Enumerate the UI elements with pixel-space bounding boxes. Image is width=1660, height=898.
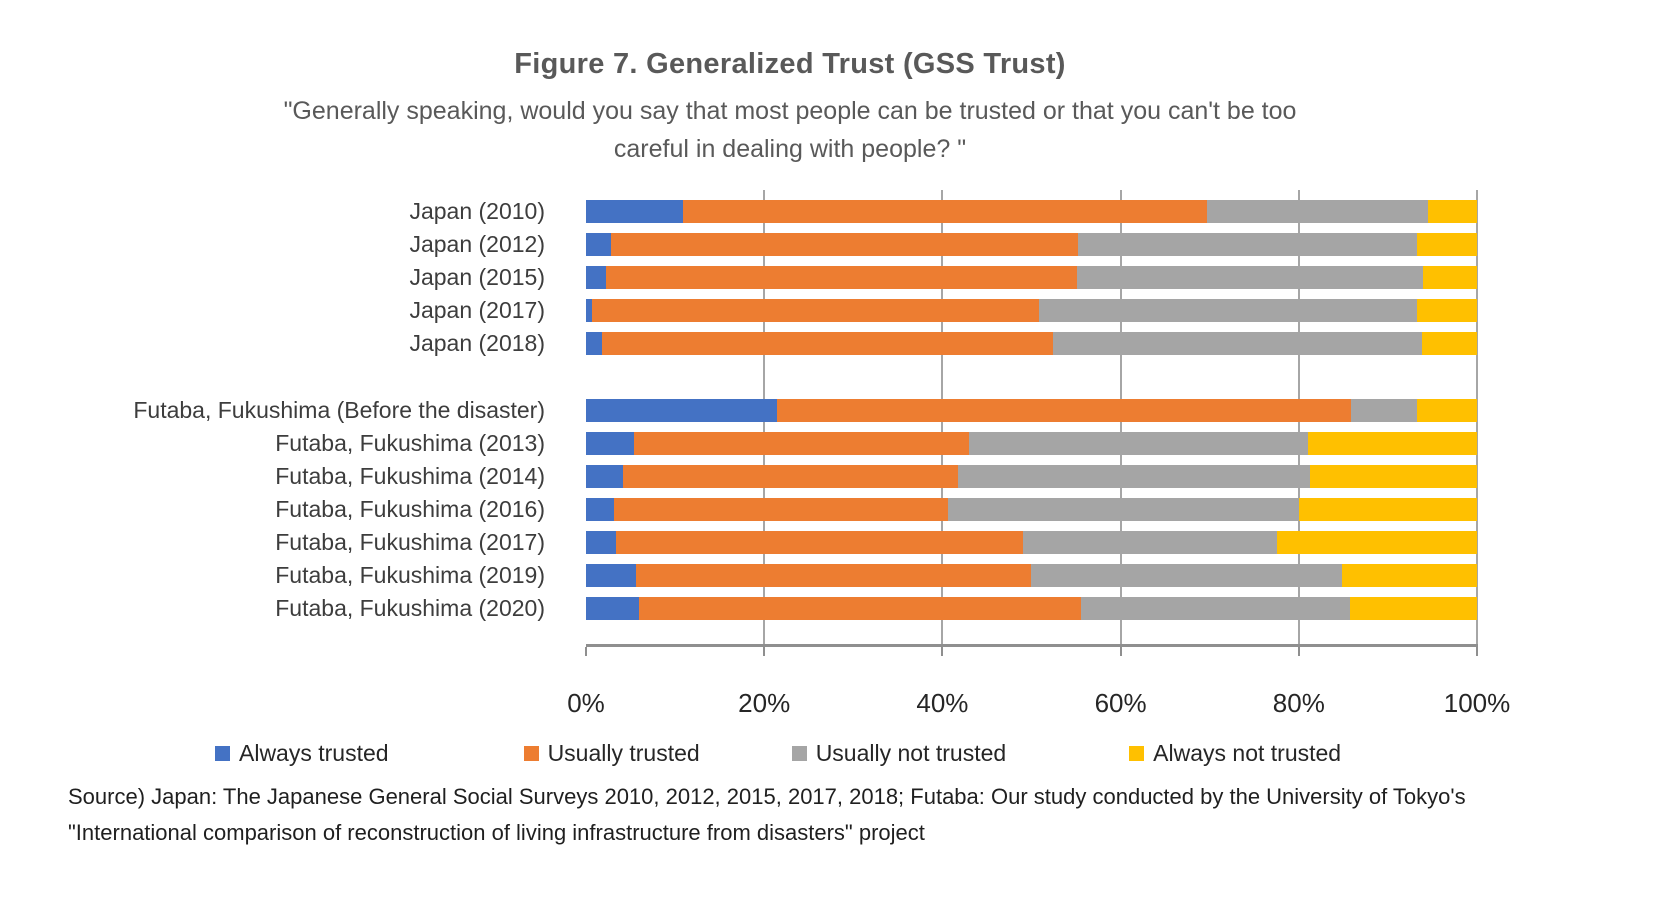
bar-segment-always-not-trusted	[1417, 399, 1477, 422]
category-label: Japan (2017)	[409, 297, 545, 323]
stacked-bar	[586, 432, 1477, 455]
bar-segment-usually-not-trusted	[1053, 332, 1422, 355]
bar-segment-usually-not-trusted	[1081, 597, 1349, 620]
x-tick-label: 0%	[567, 688, 605, 718]
legend-swatch	[215, 746, 230, 761]
bar-segment-usually-not-trusted	[1078, 233, 1417, 256]
category-label: Japan (2018)	[409, 330, 545, 356]
stacked-bar	[586, 200, 1477, 223]
bar-segment-usually-trusted	[683, 200, 1207, 223]
legend-label: Usually trusted	[547, 740, 700, 766]
stacked-bar	[586, 498, 1477, 521]
bar-segment-always-not-trusted	[1350, 597, 1477, 620]
bar-row	[0, 526, 1478, 559]
category-label: Futaba, Fukushima (2020)	[275, 595, 545, 621]
chart-area	[0, 190, 1520, 718]
bar-segment-usually-not-trusted	[1039, 299, 1418, 322]
x-tick-label: 100%	[1443, 688, 1511, 718]
stacked-bar	[586, 465, 1477, 488]
group-spacer	[0, 360, 1478, 394]
stacked-bar	[586, 299, 1477, 322]
source-note	[68, 779, 1598, 851]
legend-item	[215, 740, 389, 767]
stacked-bar	[586, 564, 1477, 587]
bar-segment-always-trusted	[586, 200, 683, 223]
bar-segment-always-not-trusted	[1428, 200, 1477, 223]
x-axis-tick	[1120, 647, 1122, 656]
bar-segment-always-trusted	[586, 266, 606, 289]
bar-segment-usually-trusted	[611, 233, 1078, 256]
plot-area	[0, 190, 1478, 647]
category-label: Japan (2012)	[409, 231, 545, 257]
x-axis-line	[586, 644, 1478, 647]
bar-segment-usually-not-trusted	[1031, 564, 1343, 587]
category-label: Futaba, Fukushima (2019)	[275, 562, 545, 588]
x-axis-tick	[1298, 647, 1300, 656]
category-label: Futaba, Fukushima (2017)	[275, 529, 545, 555]
bar-segment-always-not-trusted	[1299, 498, 1477, 521]
bar-segment-usually-not-trusted	[1077, 266, 1423, 289]
x-tick-label: 60%	[1094, 688, 1147, 718]
legend-item	[792, 740, 1006, 767]
bar-segment-usually-trusted	[616, 531, 1023, 554]
bar-segment-usually-trusted	[602, 332, 1053, 355]
bar-segment-usually-trusted	[614, 498, 948, 521]
bar-row	[0, 294, 1478, 327]
bar-segment-usually-not-trusted	[969, 432, 1308, 455]
x-axis-tick	[1476, 647, 1478, 656]
bar-segment-usually-trusted	[634, 432, 969, 455]
x-tick-label: 20%	[738, 688, 791, 718]
bar-segment-usually-trusted	[606, 266, 1077, 289]
bar-segment-always-trusted	[586, 498, 614, 521]
stacked-bar	[586, 597, 1477, 620]
x-tick-label: 40%	[916, 688, 969, 718]
legend-swatch	[524, 746, 539, 761]
chart-subtitle-line-1: "Generally speaking, would you say that most people can be trusted or that you can't be too	[283, 97, 1297, 125]
chart-title: Figure 7. Generalized Trust (GSS Trust)	[514, 48, 1066, 80]
bar-segment-always-trusted	[586, 432, 634, 455]
bar-row	[0, 460, 1478, 493]
stacked-bar	[586, 332, 1477, 355]
bar-segment-always-not-trusted	[1423, 266, 1477, 289]
category-label: Futaba, Fukushima (2014)	[275, 463, 545, 489]
stacked-bar	[586, 233, 1477, 256]
category-label: Japan (2015)	[409, 264, 545, 290]
bar-row	[0, 195, 1478, 228]
bar-row	[0, 592, 1478, 625]
bar-segment-always-not-trusted	[1310, 465, 1477, 488]
chart-subtitle-line-2: careful in dealing with people? "	[613, 135, 967, 163]
stacked-bar	[586, 531, 1477, 554]
x-axis-tick	[585, 647, 587, 656]
legend-label: Always trusted	[239, 740, 389, 766]
bar-segment-always-trusted	[586, 531, 616, 554]
source-line-2: "International comparison of reconstruction of living infrastructure from disasters" project	[68, 820, 925, 845]
bar-segment-always-not-trusted	[1422, 332, 1477, 355]
bar-segment-always-trusted	[586, 399, 777, 422]
bar-row	[0, 228, 1478, 261]
category-label: Japan (2010)	[409, 198, 545, 224]
bar-segment-always-not-trusted	[1277, 531, 1477, 554]
bar-row	[0, 261, 1478, 294]
bar-segment-usually-trusted	[636, 564, 1031, 587]
bar-segment-usually-not-trusted	[958, 465, 1310, 488]
bar-segment-always-not-trusted	[1417, 233, 1477, 256]
x-tick-label: 80%	[1272, 688, 1325, 718]
bar-segment-always-trusted	[586, 332, 602, 355]
bar-segment-always-trusted	[586, 233, 611, 256]
legend-label: Usually not trusted	[815, 740, 1007, 766]
bar-segment-usually-trusted	[639, 597, 1081, 620]
x-tick-labels	[0, 688, 1520, 722]
bar-segment-always-trusted	[586, 564, 636, 587]
bar-row	[0, 427, 1478, 460]
bar-segment-usually-not-trusted	[1351, 399, 1417, 422]
bar-row	[0, 394, 1478, 427]
bar-row	[0, 493, 1478, 526]
bar-segment-always-not-trusted	[1342, 564, 1477, 587]
bar-row	[0, 327, 1478, 360]
x-axis-tick	[941, 647, 943, 656]
legend-swatch	[792, 746, 807, 761]
source-line-1: Source) Japan: The Japanese General Social Surveys 2010, 2012, 2015, 2017, 2018; Futaba: Our study conducted by the University of Tokyo's	[68, 784, 1466, 809]
legend	[215, 740, 1341, 767]
bar-segment-usually-trusted	[623, 465, 958, 488]
bar-segment-always-not-trusted	[1417, 299, 1477, 322]
bar-segment-always-not-trusted	[1308, 432, 1477, 455]
bar-segment-usually-not-trusted	[1207, 200, 1428, 223]
bar-segment-usually-trusted	[592, 299, 1038, 322]
category-label: Futaba, Fukushima (2016)	[275, 496, 545, 522]
bar-segment-usually-trusted	[777, 399, 1352, 422]
bar-segment-usually-not-trusted	[948, 498, 1299, 521]
bar-rows	[0, 190, 1478, 625]
stacked-bar	[586, 266, 1477, 289]
bar-row	[0, 559, 1478, 592]
x-axis-tick	[763, 647, 765, 656]
category-label: Futaba, Fukushima (Before the disaster)	[133, 397, 545, 423]
bar-segment-always-trusted	[586, 597, 639, 620]
legend-item	[524, 740, 700, 767]
legend-swatch	[1129, 746, 1144, 761]
bar-segment-usually-not-trusted	[1023, 531, 1277, 554]
stacked-bar	[586, 399, 1477, 422]
chart-subtitle	[0, 92, 1580, 168]
legend-item	[1129, 740, 1341, 767]
legend-label: Always not trusted	[1153, 740, 1342, 766]
category-label: Futaba, Fukushima (2013)	[275, 430, 545, 456]
bar-segment-always-trusted	[586, 465, 623, 488]
